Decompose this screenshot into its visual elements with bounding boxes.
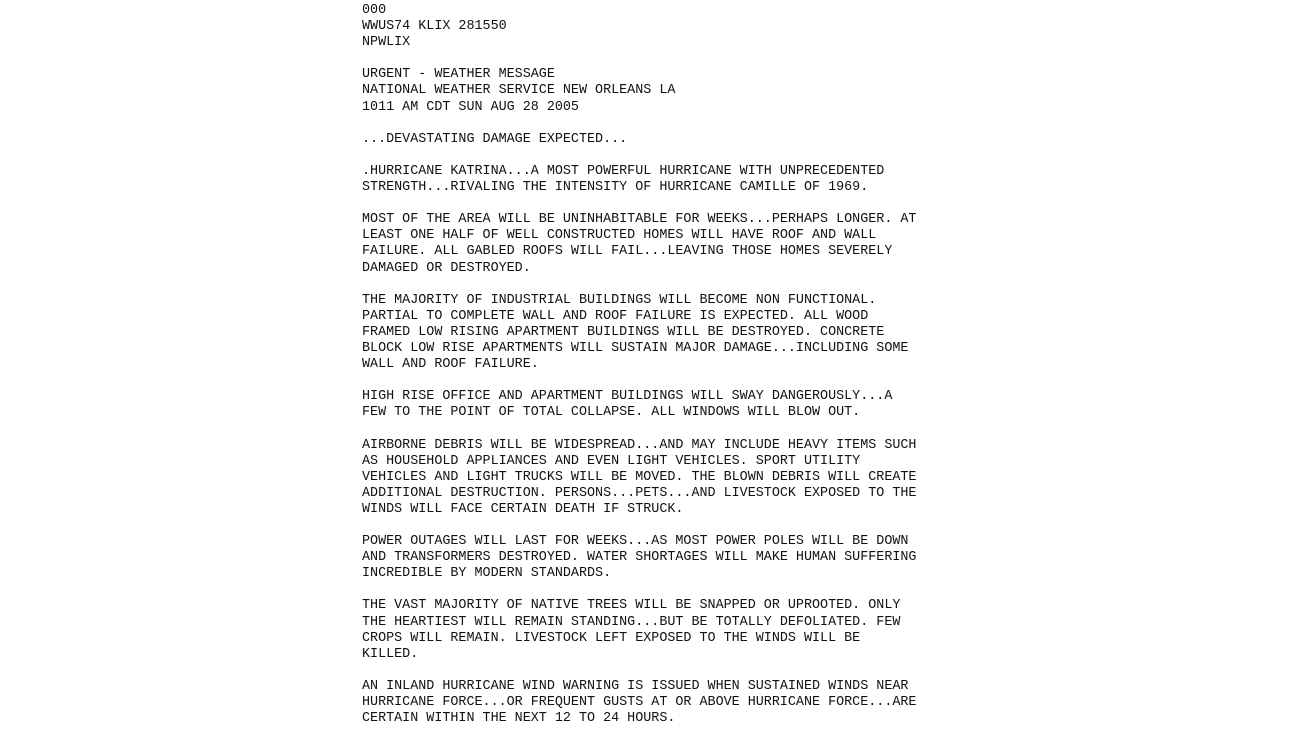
product-header-line: NPWLIX	[362, 35, 411, 51]
paragraph-line: THE HEARTIEST WILL REMAIN STANDING...BUT BE TOTALLY DEFOLIATED. FEW	[362, 614, 901, 630]
paragraph-line: INCREDIBLE BY MODERN STANDARDS.	[362, 566, 612, 582]
product-header-line: WWUS74 KLIX 281550	[362, 19, 507, 35]
message-type-line: URGENT - WEATHER MESSAGE	[362, 67, 555, 83]
paragraph-industrial-buildings	[362, 293, 1002, 373]
paragraph-line: WINDS WILL FACE CERTAIN DEATH IF STRUCK.	[362, 501, 684, 517]
paragraph-line: FAILURE. ALL GABLED ROOFS WILL FAIL...LEAVING THOSE HOMES SEVERELY	[362, 244, 893, 260]
message-header	[362, 67, 1002, 115]
paragraph-line: THE MAJORITY OF INDUSTRIAL BUILDINGS WILL BECOME NON FUNCTIONAL.	[362, 292, 877, 308]
paragraph-line: AN INLAND HURRICANE WIND WARNING IS ISSUED WHEN SUSTAINED WINDS NEAR	[362, 678, 909, 694]
paragraph-line: FEW TO THE POINT OF TOTAL COLLAPSE. ALL WINDOWS WILL BLOW OUT.	[362, 405, 861, 421]
paragraph-line: HURRICANE FORCE...OR FREQUENT GUSTS AT OR ABOVE HURRICANE FORCE...ARE	[362, 695, 917, 711]
paragraph-line: AND TRANSFORMERS DESTROYED. WATER SHORTAGES WILL MAKE HUMAN SUFFERING	[362, 550, 917, 566]
paragraph-line: LEAST ONE HALF OF WELL CONSTRUCTED HOMES WILL HAVE ROOF AND WALL	[362, 228, 877, 244]
paragraph-line: AIRBORNE DEBRIS WILL BE WIDESPREAD...AND MAY INCLUDE HEAVY ITEMS SUCH	[362, 437, 917, 453]
paragraph-native-trees	[362, 598, 1002, 662]
paragraph-high-rise	[362, 389, 1002, 421]
paragraph-line: WALL AND ROOF FAILURE.	[362, 357, 539, 373]
paragraph-line: .HURRICANE KATRINA...A MOST POWERFUL HURRICANE WITH UNPRECEDENTED	[362, 163, 885, 179]
issuing-office-line: NATIONAL WEATHER SERVICE NEW ORLEANS LA	[362, 83, 676, 99]
product-header-line: 000	[362, 3, 387, 18]
paragraph-line: AS HOUSEHOLD APPLIANCES AND EVEN LIGHT VEHICLES. SPORT UTILITY	[362, 453, 861, 469]
paragraph-line: THE VAST MAJORITY OF NATIVE TREES WILL BE SNAPPED OR UPROOTED. ONLY	[362, 598, 901, 614]
paragraph-line: KILLED.	[362, 646, 419, 662]
paragraph-line: CROPS WILL REMAIN. LIVESTOCK LEFT EXPOSED TO THE WINDS WILL BE	[362, 630, 861, 646]
paragraph-uninhabitable	[362, 212, 1002, 276]
paragraph-katrina-overview	[362, 164, 1002, 196]
paragraph-line: ADDITIONAL DESTRUCTION. PERSONS...PETS...AND LIVESTOCK EXPOSED TO THE	[362, 485, 917, 501]
issue-time-line: 1011 AM CDT SUN AUG 28 2005	[362, 99, 579, 115]
paragraph-airborne-debris	[362, 438, 1002, 518]
weather-message-document	[362, 3, 1002, 743]
paragraph-inland-wind-warning	[362, 679, 1002, 727]
product-header	[362, 3, 1002, 51]
headline	[362, 132, 1002, 148]
paragraph-line: BLOCK LOW RISE APARTMENTS WILL SUSTAIN MAJOR DAMAGE...INCLUDING SOME	[362, 340, 909, 356]
paragraph-line: FRAMED LOW RISING APARTMENT BUILDINGS WILL BE DESTROYED. CONCRETE	[362, 324, 885, 340]
paragraph-line: STRENGTH...RIVALING THE INTENSITY OF HURRICANE CAMILLE OF 1969.	[362, 180, 869, 196]
paragraph-line: MOST OF THE AREA WILL BE UNINHABITABLE FOR WEEKS...PERHAPS LONGER. AT	[362, 212, 917, 228]
paragraph-line: CERTAIN WITHIN THE NEXT 12 TO 24 HOURS.	[362, 711, 676, 727]
headline-line: ...DEVASTATING DAMAGE EXPECTED...	[362, 131, 628, 147]
paragraph-line: VEHICLES AND LIGHT TRUCKS WILL BE MOVED. THE BLOWN DEBRIS WILL CREATE	[362, 469, 917, 485]
paragraph-line: HIGH RISE OFFICE AND APARTMENT BUILDINGS WILL SWAY DANGEROUSLY...A	[362, 389, 893, 405]
paragraph-power-outages	[362, 534, 1002, 582]
paragraph-line: PARTIAL TO COMPLETE WALL AND ROOF FAILURE IS EXPECTED. ALL WOOD	[362, 308, 869, 324]
paragraph-line: POWER OUTAGES WILL LAST FOR WEEKS...AS MOST POWER POLES WILL BE DOWN	[362, 534, 909, 550]
paragraph-line: DAMAGED OR DESTROYED.	[362, 260, 531, 276]
